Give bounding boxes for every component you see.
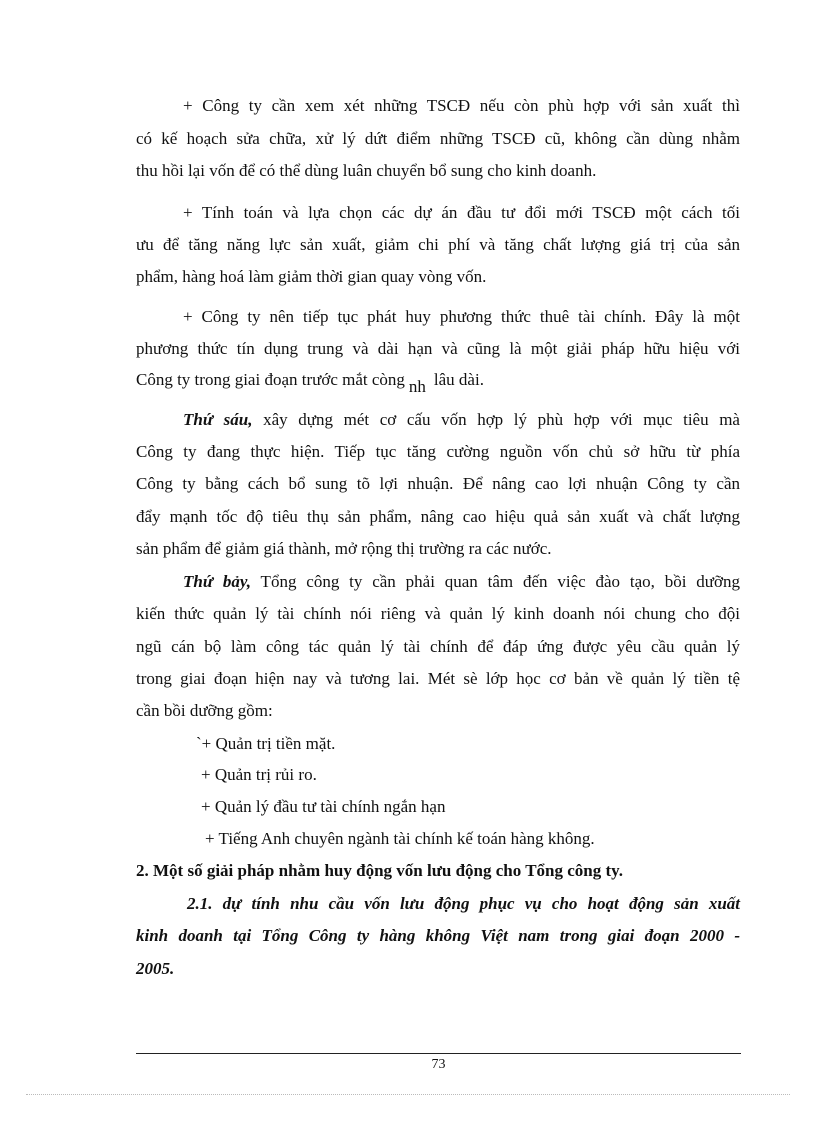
paragraph-line: Thứ sáu, xây dựng mét cơ cấu vốn hợp lý phù hợp với mục tiêu mà <box>183 410 740 429</box>
paragraph-line: Công ty đang thực hiện. Tiếp tục tăng cường nguồn vốn chủ sở hữu từ phía <box>136 442 740 461</box>
paragraph-line: thu hồi lại vốn để có thể dùng luân chuyển bổ sung cho kinh doanh. <box>136 161 597 180</box>
paragraph-line: phương thức tín dụng trung và dài hạn và cũng là một giải pháp hữu hiệu với <box>136 339 740 358</box>
paragraph-line: phẩm, hàng hoá làm giảm thời gian quay vòng vốn. <box>136 267 487 286</box>
paragraph-line: sản phẩm để giảm giá thành, mở rộng thị trường ra các nước. <box>136 539 552 558</box>
paragraph-line: ngũ cán bộ làm công tác quản lý tài chính để đáp ứng được yêu cầu quản lý <box>136 637 740 656</box>
paragraph-line: có kế hoạch sửa chữa, xử lý dứt điểm những TSCĐ cũ, không cần dùng nhằm <box>136 129 740 148</box>
list-item: `+ Quản trị tiền mặt. <box>196 734 336 753</box>
list-item: + Quản trị rủi ro. <box>201 765 317 784</box>
paragraph-line: + Công ty nên tiếp tục phát huy phương thức thuê tài chính. Đây là một <box>183 307 740 326</box>
paragraph-line: trong giai đoạn hiện nay và tương lai. Mét sè lớp học cơ bản về quản lý tiền tệ <box>136 669 740 688</box>
paragraph-line: Công ty bằng cách bổ sung tõ lợi nhuận. Để nâng cao lợi nhuận Công ty cần <box>136 474 740 493</box>
section-heading: 2. Một số giải pháp nhằm huy động vốn lưu động cho Tổng công ty. <box>136 861 623 880</box>
footer-rule <box>136 1053 741 1054</box>
lead-term: Thứ bảy, <box>183 572 252 591</box>
subsection-heading: 2005. <box>136 959 175 978</box>
list-item: + Tiếng Anh chuyên ngành tài chính kế toán hàng không. <box>205 829 595 848</box>
lead-term: Thứ sáu, <box>183 410 253 429</box>
subsection-heading: 2.1. dự tính nhu cầu vốn lưu động phục vụ cho hoạt động sản xuất <box>187 894 740 913</box>
paragraph-line: đẩy mạnh tốc độ tiêu thụ sản phẩm, nâng cao hiệu quả sản xuất và chất lượng <box>136 507 740 526</box>
paragraph-line: ưu để tăng năng lực sản xuất, giảm chi phí và tăng chất lượng giá trị của sản <box>136 235 740 254</box>
list-item: + Quản lý đầu tư tài chính ngắn hạn <box>201 797 446 816</box>
paragraph-line: Thứ bảy, Tổng công ty cần phải quan tâm đến việc đào tạo, bồi dưỡng <box>183 572 740 591</box>
stray-fragment: nh <box>408 377 426 396</box>
paragraph-line: Công ty trong giai đoạn trước mắt còng nh lâu dài. <box>136 370 484 396</box>
subsection-heading: kinh doanh tại Tổng Công ty hàng không Việt nam trong giai đoạn 2000 - <box>136 926 740 945</box>
paragraph-line: + Tính toán và lựa chọn các dự án đầu tư đổi mới TSCĐ một cách tối <box>183 203 740 222</box>
paragraph-line: cần bồi dưỡng gồm: <box>136 701 273 720</box>
paragraph-line: kiến thức quản lý tài chính nói riêng và quản lý kinh doanh nói chung cho đội <box>136 604 740 623</box>
page-boundary <box>26 1094 790 1095</box>
paragraph-line: + Công ty cần xem xét những TSCĐ nếu còn phù hợp với sản xuất thì <box>183 96 740 115</box>
page-number: 73 <box>431 1057 446 1072</box>
